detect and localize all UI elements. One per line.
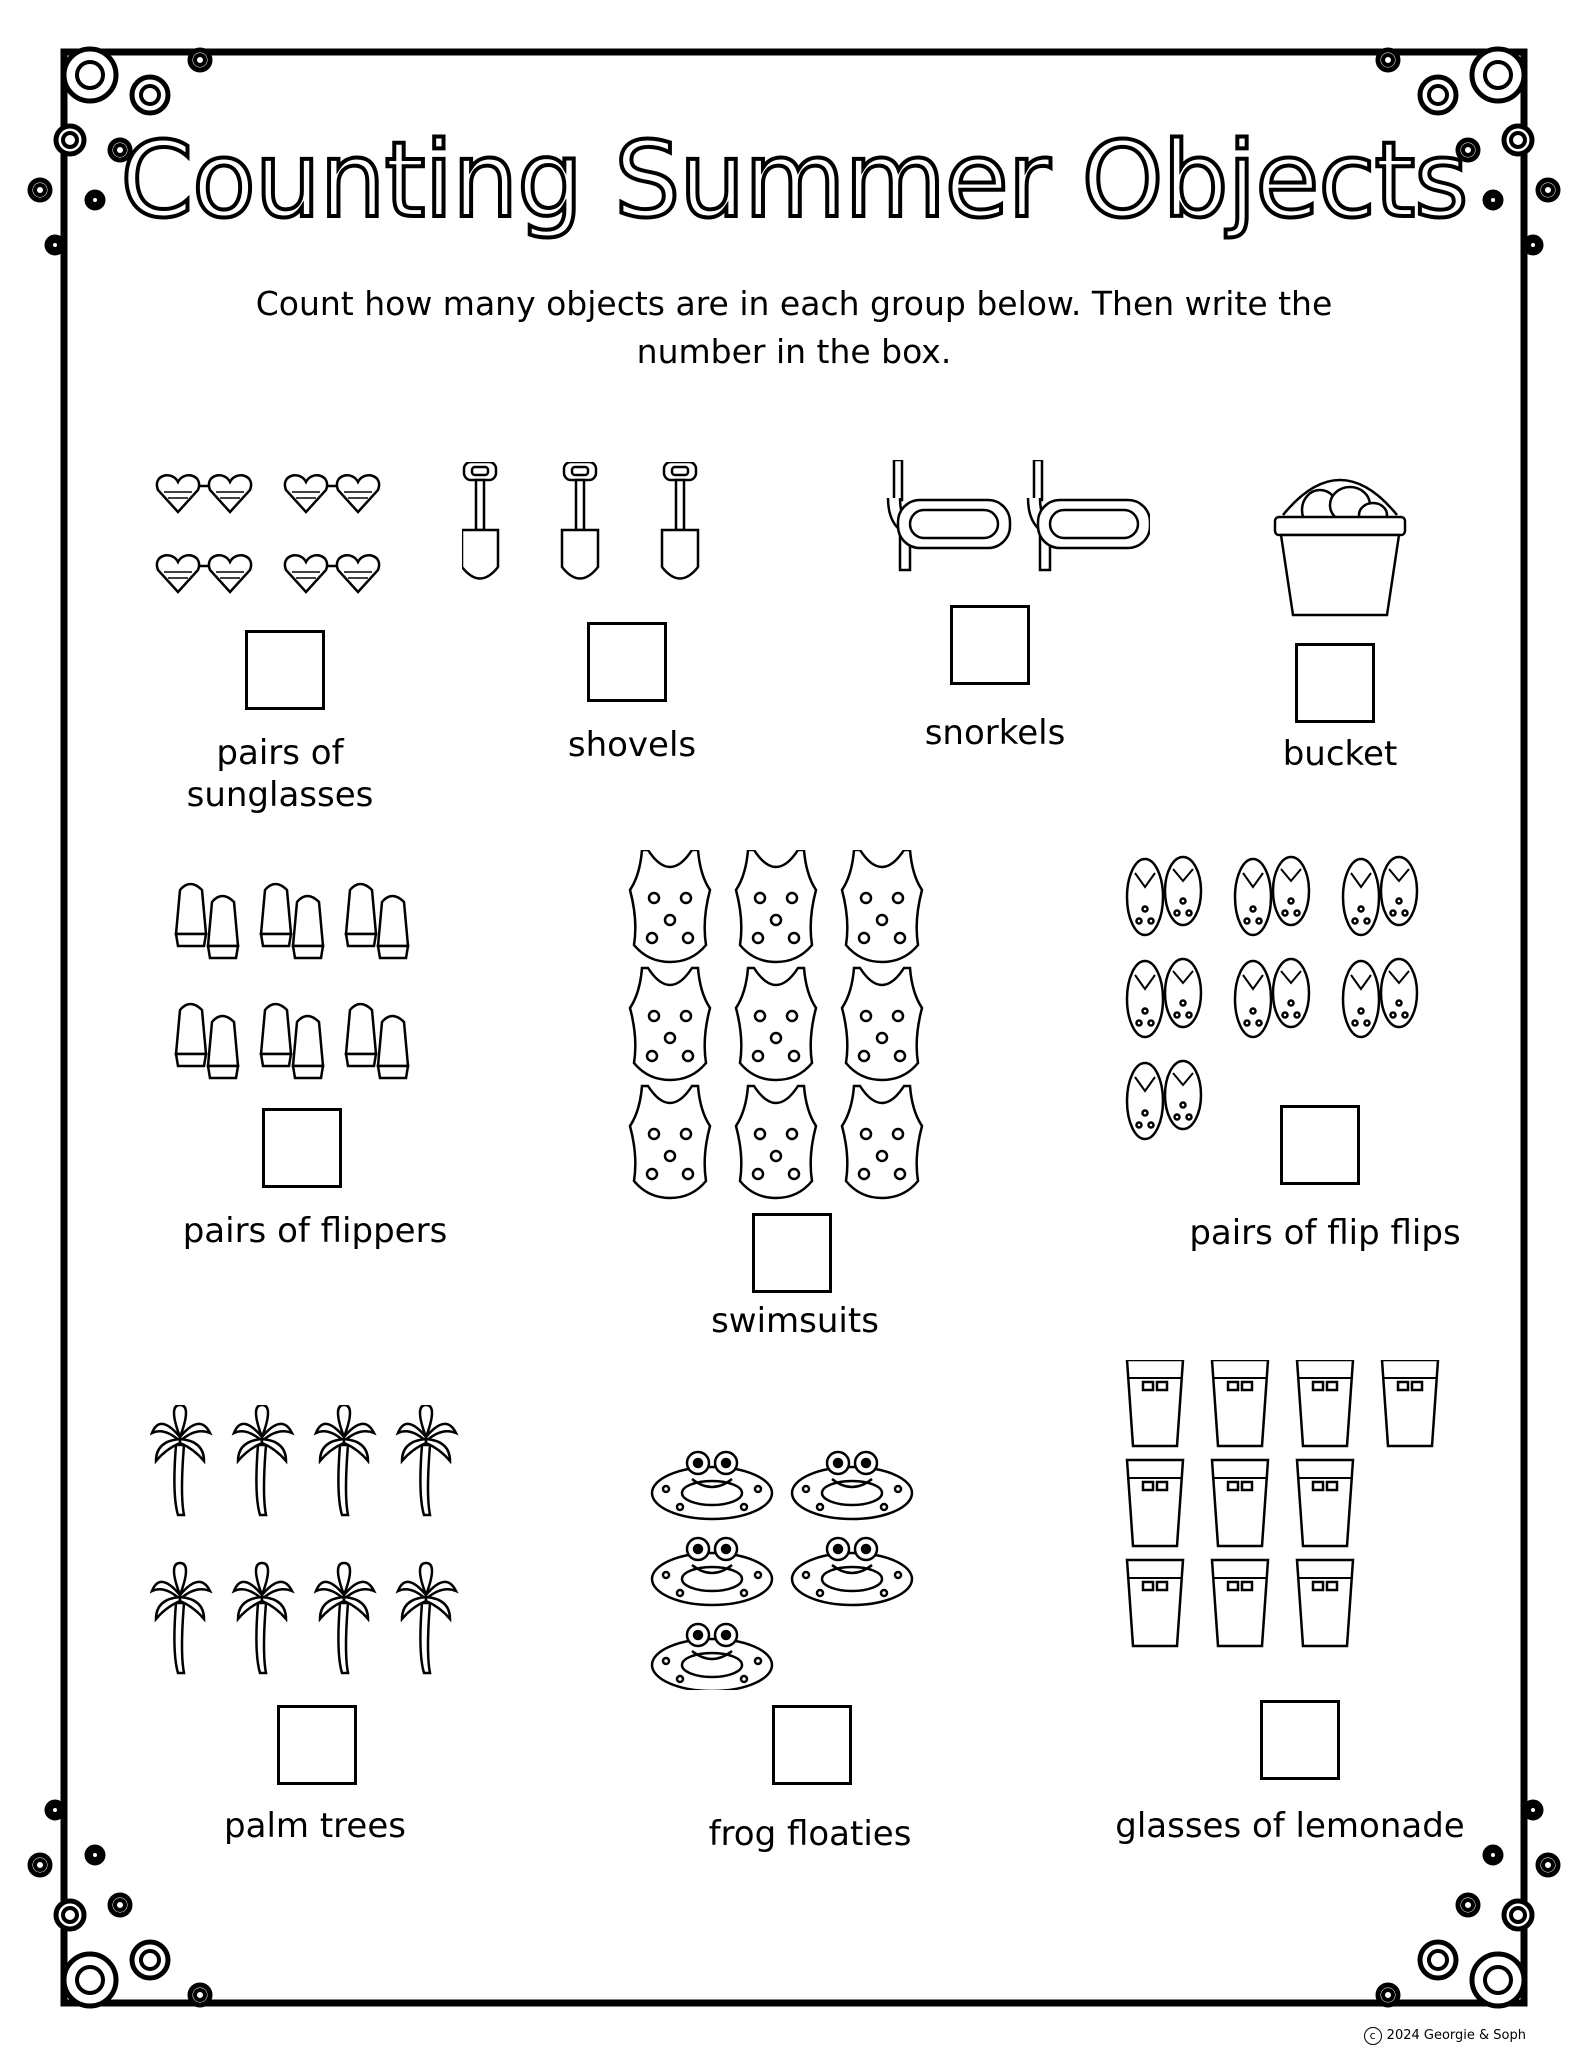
swimsuits-group <box>628 850 948 1210</box>
label-sunglasses: pairs of sunglasses <box>186 733 374 815</box>
label-swimsuits: swimsuits <box>711 1301 879 1341</box>
flippers-icon <box>346 884 408 958</box>
label-lemonade: glasses of lemonade <box>1115 1806 1465 1846</box>
frog-icon <box>792 1452 912 1519</box>
flippers-group <box>170 882 440 1082</box>
glass-icon <box>1297 1360 1353 1446</box>
flipflop-icon <box>1235 857 1309 935</box>
palm-icon <box>152 1405 210 1515</box>
sunglasses-icon <box>157 475 251 512</box>
flipflop-icon <box>1343 959 1417 1037</box>
answer-box-flip-flops[interactable] <box>1280 1105 1360 1185</box>
shovel-icon <box>462 462 498 579</box>
swimsuit-icon <box>842 850 922 962</box>
swimsuit-icon <box>630 1086 710 1198</box>
snorkel-icon <box>888 460 1010 570</box>
swimsuit-icon <box>842 968 922 1080</box>
instructions: Count how many objects are in each group below. Then write the number in the box. <box>255 284 1333 371</box>
label-bucket: bucket <box>1282 734 1398 774</box>
glass-icon <box>1297 1460 1353 1546</box>
frog-icon <box>652 1538 772 1605</box>
palm-icon <box>398 1563 456 1673</box>
glass-icon <box>1212 1360 1268 1446</box>
answer-box-lemonade[interactable] <box>1260 1700 1340 1780</box>
flippers-icon <box>346 1004 408 1078</box>
snorkels-group <box>880 460 1150 585</box>
answer-box-snorkels[interactable] <box>950 605 1030 685</box>
flippers-icon <box>176 1004 238 1078</box>
shovel-icon <box>662 462 698 579</box>
sunglasses-icon <box>285 555 379 592</box>
glass-icon <box>1127 1360 1183 1446</box>
bucket-group <box>1265 455 1415 620</box>
snorkel-icon <box>1028 460 1150 570</box>
answer-box-frog-floaties[interactable] <box>772 1705 852 1785</box>
frog-icon <box>652 1452 772 1519</box>
answer-box-shovels[interactable] <box>587 622 667 702</box>
label-flippers: pairs of flippers <box>182 1211 448 1251</box>
palm-trees-group <box>150 1405 480 1715</box>
glass-icon <box>1212 1460 1268 1546</box>
label-shovels: shovels <box>567 725 697 765</box>
swimsuit-icon <box>630 968 710 1080</box>
sunglasses-group <box>150 470 400 615</box>
flipflop-icon <box>1343 857 1417 935</box>
glass-icon <box>1297 1560 1353 1646</box>
flipflop-icon <box>1127 1061 1201 1139</box>
frog-icon <box>652 1624 772 1690</box>
label-frog-floaties: frog floaties <box>708 1814 912 1854</box>
swimsuit-icon <box>842 1086 922 1198</box>
shovels-group <box>462 462 722 602</box>
flippers-icon <box>261 1004 323 1078</box>
label-flip-flops: pairs of flip flips <box>1189 1213 1461 1253</box>
shovel-icon <box>562 462 598 579</box>
flipflop-icon <box>1127 857 1201 935</box>
label-snorkels: snorkels <box>924 713 1066 753</box>
answer-box-swimsuits[interactable] <box>752 1213 832 1293</box>
flippers-icon <box>261 884 323 958</box>
glass-icon <box>1127 1460 1183 1546</box>
copyright: c 2024 Georgie & Soph <box>1364 2027 1526 2045</box>
page-title: Counting Summer Objects <box>120 119 1468 241</box>
answer-box-flippers[interactable] <box>262 1108 342 1188</box>
glass-icon <box>1212 1560 1268 1646</box>
flipflop-icon <box>1127 959 1201 1037</box>
sunglasses-icon <box>157 555 251 592</box>
palm-icon <box>398 1405 456 1515</box>
bucket-icon <box>1275 480 1405 615</box>
palm-icon <box>152 1563 210 1673</box>
copyright-icon: c <box>1364 2027 1382 2045</box>
lemonade-group <box>1125 1360 1455 1660</box>
flipflop-icon <box>1235 959 1309 1037</box>
palm-icon <box>234 1563 292 1673</box>
swimsuit-icon <box>736 1086 816 1198</box>
swimsuit-icon <box>736 968 816 1080</box>
palm-icon <box>234 1405 292 1515</box>
palm-icon <box>316 1405 374 1515</box>
glass-icon <box>1382 1360 1438 1446</box>
swimsuit-icon <box>736 850 816 962</box>
swimsuit-icon <box>630 850 710 962</box>
flippers-icon <box>176 884 238 958</box>
sunglasses-icon <box>285 475 379 512</box>
answer-box-bucket[interactable] <box>1295 643 1375 723</box>
frog-icon <box>792 1538 912 1605</box>
glass-icon <box>1127 1560 1183 1646</box>
label-palm-trees: palm trees <box>224 1806 406 1846</box>
answer-box-palm-trees[interactable] <box>277 1705 357 1785</box>
palm-icon <box>316 1563 374 1673</box>
answer-box-sunglasses[interactable] <box>245 630 325 710</box>
frog-floaties-group <box>650 1445 940 1690</box>
